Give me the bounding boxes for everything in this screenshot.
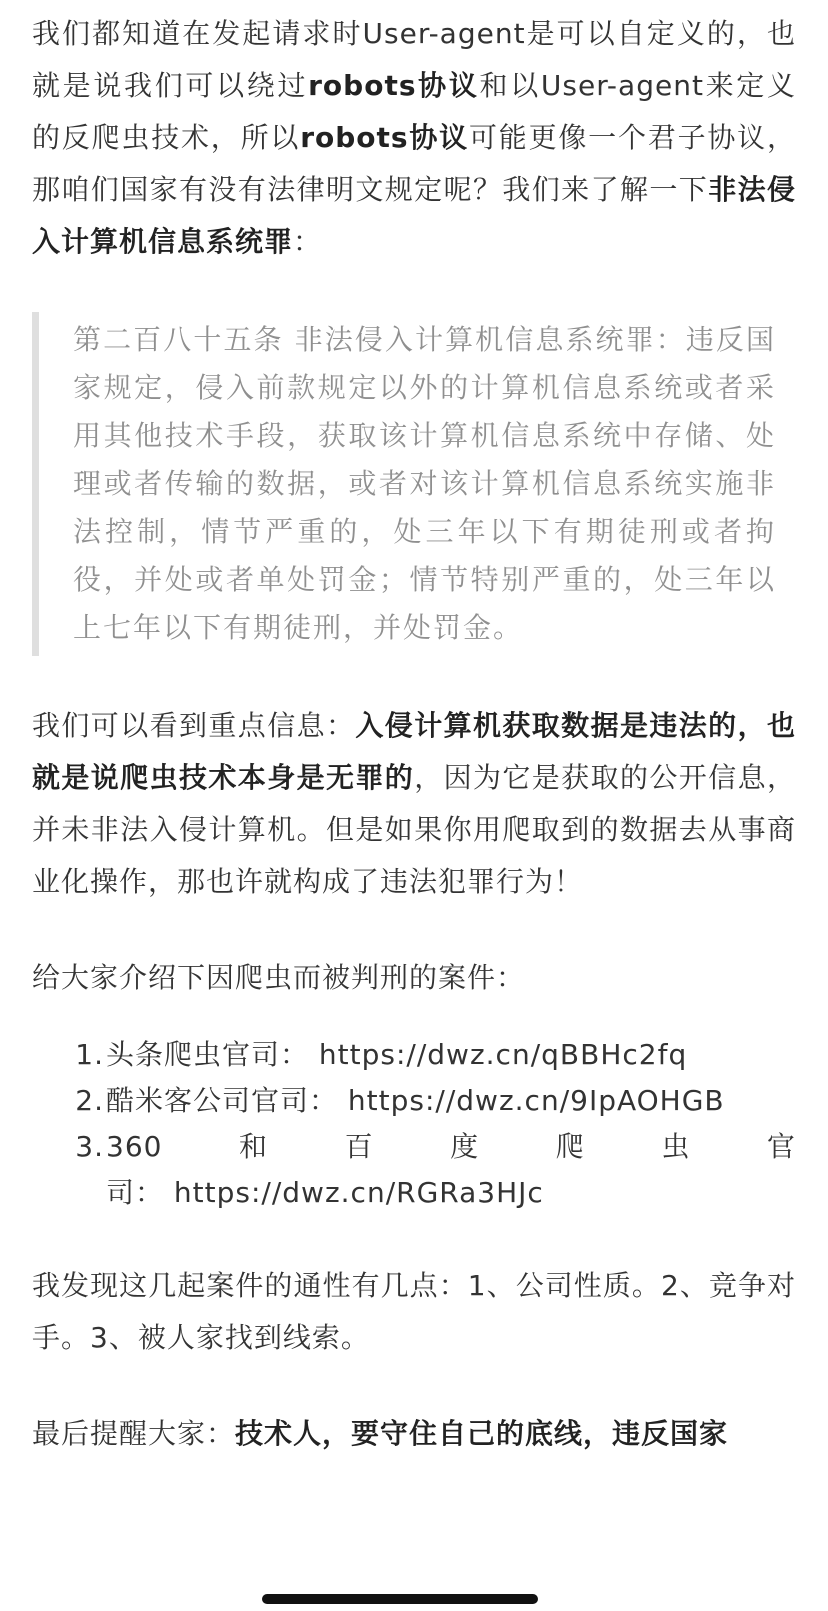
home-indicator[interactable] <box>262 1594 538 1604</box>
paragraph-text: 我们可以看到重点信息： <box>32 709 356 742</box>
list-item <box>32 1032 796 1078</box>
bold-highlight: 入侵计算机获取数据是违法的，也就是说爬虫技术本身是无罪的 <box>32 709 796 794</box>
case-title-spread <box>106 1124 796 1170</box>
bold-term: 非法侵入计算机信息系统罪 <box>32 173 796 258</box>
paragraph-text: 最后提醒大家： <box>32 1417 236 1450</box>
case-title-part: 度 <box>450 1130 480 1163</box>
paragraph-text: ： <box>293 225 323 258</box>
list-text <box>106 1032 796 1078</box>
list-item <box>32 1078 796 1124</box>
case-list <box>32 1032 796 1216</box>
bold-term: robots协议 <box>308 69 480 102</box>
case-title-part: 百 <box>344 1130 374 1163</box>
paragraph-summary: 我发现这几起案件的通性有几点：1、公司性质。2、竞争对手。3、被人家找到线索。 <box>32 1269 796 1354</box>
paragraph-text: ，因为它是获取的公开信息，并未非法入侵计算机。但是如果你用爬取到的数据去从事商业化操作，那也许就构成了违法犯罪行为！ <box>32 761 796 898</box>
case-title-part: 虫 <box>661 1130 691 1163</box>
list-number: 1. <box>75 1038 104 1071</box>
case-title-part: 360 <box>106 1130 163 1163</box>
list-number: 3. <box>75 1130 104 1163</box>
bold-term: robots协议 <box>300 121 469 154</box>
case-title-tail: 司： <box>106 1176 165 1209</box>
paragraph-text: 我们都知道在发起请求时User-agent是可以自定义的，也就是说我们可以绕过 <box>32 17 796 102</box>
law-blockquote <box>32 312 796 656</box>
case-link[interactable]: https://dwz.cn/qBBHc2fq <box>318 1038 688 1071</box>
case-title: 酷米客公司官司： <box>106 1084 339 1117</box>
list-text <box>106 1124 796 1216</box>
article-body <box>32 8 796 1460</box>
case-title-part: 和 <box>239 1130 269 1163</box>
list-number: 2. <box>75 1084 104 1117</box>
case-title-part: 爬 <box>555 1130 585 1163</box>
paragraph-key-info <box>32 700 796 908</box>
list-text <box>106 1078 796 1124</box>
list-item <box>32 1124 796 1216</box>
paragraph-text: 可能更像一个君子协议，那咱们国家有没有法律明文规定呢？我们来了解一下 <box>32 121 796 206</box>
case-link[interactable]: https://dwz.cn/9IpAOHGB <box>347 1084 725 1117</box>
paragraph-reminder <box>32 1408 796 1460</box>
paragraph-text: 和以User-agent来定义的反爬虫技术，所以 <box>32 69 796 154</box>
case-link[interactable]: https://dwz.cn/RGRa3HJc <box>173 1176 544 1209</box>
paragraph-intro <box>32 8 796 268</box>
case-title: 头条爬虫官司： <box>106 1038 310 1071</box>
paragraph-cases-intro: 给大家介绍下因爬虫而被判刑的案件： <box>32 961 526 994</box>
bold-highlight: 技术人，要守住自己的底线，违反国家 <box>235 1417 729 1450</box>
law-quote-text: 第二百八十五条 非法侵入计算机信息系统罪：违反国家规定，侵入前款规定以外的计算机信息系统或者采用其他技术手段，获取该计算机信息系统中存储、处理或者传输的数据，或者对该计算机信息系统实施非法控制，情节严重的，处三年以下有期徒刑或者拘役，并处或者单处罚金；情节特别严重的，处三年以上七年以下有期徒刑，并处罚金。 <box>73 323 776 644</box>
case-title-part: 官 <box>766 1130 796 1163</box>
